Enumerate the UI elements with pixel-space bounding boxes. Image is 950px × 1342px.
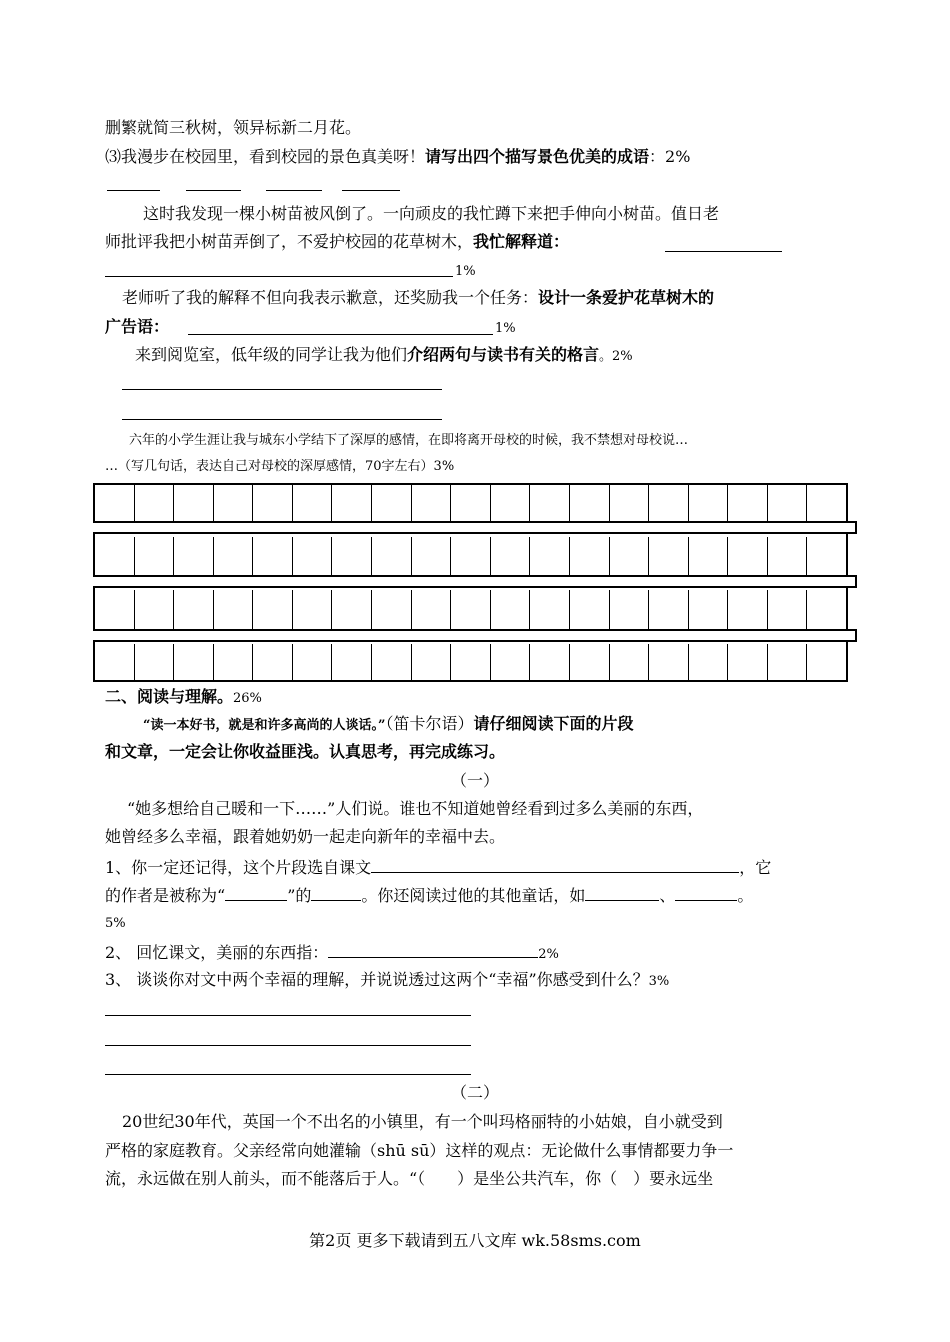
passage2-line2: 严格的家庭教育。父亲经常向她灌输（shū sū）这样的观点：无论做什么事情都要力争一 xyxy=(105,1141,734,1160)
grid-cell[interactable] xyxy=(728,485,768,523)
intro-line-1 xyxy=(143,714,634,736)
grid-cell[interactable] xyxy=(530,644,570,682)
score: 1% xyxy=(495,321,516,336)
grid-cell[interactable] xyxy=(451,590,491,630)
grid-cell[interactable] xyxy=(689,485,729,523)
grid-cell[interactable] xyxy=(293,485,333,523)
grid-cell[interactable] xyxy=(293,644,333,682)
grid-cell[interactable] xyxy=(135,485,175,523)
grid-cell[interactable] xyxy=(570,537,610,575)
text: 老师听了我的解释不但向我表示歉意，还奖励我一个任务： xyxy=(122,288,539,307)
answer-blank[interactable] xyxy=(122,389,442,390)
grid-cell[interactable] xyxy=(807,590,846,630)
bold-text: 设计一条爱护花草树木的 xyxy=(538,288,715,307)
grid-cell[interactable] xyxy=(332,485,372,523)
grid-cell[interactable] xyxy=(570,644,610,682)
paragraph-tree-2 xyxy=(105,232,569,252)
text: 。你还阅读过他的其他童话，如 xyxy=(361,886,586,905)
grid-cell[interactable] xyxy=(372,590,412,630)
title: 二、阅读与理解。 xyxy=(105,687,234,706)
answer-blank[interactable] xyxy=(105,1074,471,1075)
section-title xyxy=(105,687,262,709)
text: 、 xyxy=(659,886,676,905)
text: 的作者是被称为“ xyxy=(105,886,226,905)
grid-cell[interactable] xyxy=(95,537,135,575)
grid-cell[interactable] xyxy=(293,590,333,630)
grid-cell[interactable] xyxy=(451,644,491,682)
grid-cell[interactable] xyxy=(649,644,689,682)
grid-cell[interactable] xyxy=(728,537,768,575)
grid-cell[interactable] xyxy=(95,485,135,523)
grid-cell[interactable] xyxy=(135,537,175,575)
paragraph-school-1: 六年的小学生涯让我与城东小学结下了深厚的感情，在即将离开母校的时候，我不禁想对母校说… xyxy=(129,433,689,448)
grid-cell[interactable] xyxy=(412,537,452,575)
score: 26% xyxy=(233,691,262,706)
answer-blank[interactable] xyxy=(585,884,659,901)
grid-cell[interactable] xyxy=(253,644,293,682)
paragraph-reading xyxy=(135,345,633,367)
grid-cell[interactable] xyxy=(95,644,135,682)
grid-cell[interactable] xyxy=(530,485,570,523)
passage1-line1: “她多想给自己暖和一下……”人们说。谁也不知道她曾经看到过多么美丽的东西， xyxy=(127,799,704,818)
passage2-line1: 20世纪30年代，英国一个不出名的小镇里，有一个叫玛格丽特的小姑娘，自小就受到 xyxy=(122,1112,723,1131)
grid-cell[interactable] xyxy=(253,590,293,630)
grid-cell[interactable] xyxy=(728,590,768,630)
question-1-cont xyxy=(105,884,753,906)
grid-cell[interactable] xyxy=(214,590,254,630)
grid-cell[interactable] xyxy=(253,537,293,575)
grid-cell[interactable] xyxy=(372,485,412,523)
grid-cell[interactable] xyxy=(570,590,610,630)
grid-cell[interactable] xyxy=(174,644,214,682)
grid-cell[interactable] xyxy=(807,644,846,682)
grid-cell[interactable] xyxy=(610,644,650,682)
grid-cell[interactable] xyxy=(610,590,650,630)
grid-cell[interactable] xyxy=(135,590,175,630)
ad-label: 广告语： xyxy=(105,317,170,336)
answer-blank[interactable] xyxy=(675,884,737,901)
grid-cell[interactable] xyxy=(649,590,689,630)
answer-blank[interactable] xyxy=(105,1045,471,1046)
passage2-line3: 流，永远做在别人前头，而不能落后于人。“（ ）是坐公共汽车，你（ ）要永远坐 xyxy=(105,1169,714,1188)
grid-cell[interactable] xyxy=(649,537,689,575)
grid-cell[interactable] xyxy=(332,590,372,630)
grid-cell[interactable] xyxy=(689,537,729,575)
text: 1、你一定还记得，这个片段选自课文 xyxy=(105,858,372,877)
answer-blank[interactable] xyxy=(188,334,493,335)
passage1-line2: 她曾经多么幸福，跟着她奶奶一起走向新年的幸福中去。 xyxy=(105,827,506,846)
grid-cell[interactable] xyxy=(174,537,214,575)
answer-blank[interactable] xyxy=(311,884,361,901)
question-3 xyxy=(105,970,669,992)
section-heading-1: （一） xyxy=(450,771,499,790)
grid-cell[interactable] xyxy=(372,537,412,575)
answer-blank[interactable] xyxy=(225,884,287,901)
grid-cell[interactable] xyxy=(332,644,372,682)
score: 1% xyxy=(455,264,476,279)
paragraph-tree-1: 这时我发现一棵小树苗被风倒了。一向顽皮的我忙蹲下来把手伸向小树苗。值日老 xyxy=(143,204,720,223)
q-text: ⑶我漫步在校园里，看到校园的景色真美呀！ xyxy=(105,147,426,166)
grid-cell[interactable] xyxy=(728,644,768,682)
grid-cell[interactable] xyxy=(174,485,214,523)
question-2 xyxy=(105,941,559,965)
grid-row-gap xyxy=(93,521,857,534)
grid-cell[interactable] xyxy=(451,485,491,523)
answer-blank[interactable] xyxy=(371,856,739,873)
question-idioms xyxy=(105,147,690,167)
quote: “读一本好书，就是和许多高尚的人谈话。” xyxy=(143,718,386,733)
grid-cell[interactable] xyxy=(768,644,808,682)
grid-cell[interactable] xyxy=(570,485,610,523)
grid-cell[interactable] xyxy=(491,590,531,630)
grid-cell[interactable] xyxy=(174,590,214,630)
text: 3、 谈谈你对文中两个幸福的理解，并说说透过这两个“幸福”你感受到什么？ xyxy=(105,970,649,989)
grid-cell[interactable] xyxy=(491,644,531,682)
grid-cell[interactable] xyxy=(768,537,808,575)
bold-text: 请仔细阅读下面的片段 xyxy=(473,714,634,733)
grid-cell[interactable] xyxy=(253,485,293,523)
text: ，它 xyxy=(739,858,772,877)
score: 。2% xyxy=(599,349,633,364)
grid-cell[interactable] xyxy=(610,537,650,575)
bold-text: 介绍两句与读书有关的格言 xyxy=(407,345,600,364)
score: 5% xyxy=(105,916,126,931)
grid-cell[interactable] xyxy=(689,644,729,682)
text: 来到阅览室，低年级的同学让我为他们 xyxy=(135,345,408,364)
quote-source: （笛卡尔语） xyxy=(385,714,474,733)
grid-row-gap xyxy=(93,575,857,588)
grid-cell[interactable] xyxy=(293,537,333,575)
grid-cell[interactable] xyxy=(530,590,570,630)
grid-cell[interactable] xyxy=(689,590,729,630)
answer-blank[interactable] xyxy=(266,190,322,191)
answer-blank[interactable] xyxy=(107,190,160,191)
grid-row-gap xyxy=(93,629,857,642)
grid-cell[interactable] xyxy=(332,537,372,575)
grid-cell[interactable] xyxy=(768,485,808,523)
grid-cell[interactable] xyxy=(372,644,412,682)
score: 2% xyxy=(538,947,559,962)
score: 3% xyxy=(648,974,670,989)
grid-cell[interactable] xyxy=(491,485,531,523)
intro-line-2: 和文章，一定会让你收益匪浅。认真思考，再完成练习。 xyxy=(105,742,506,761)
grid-cell[interactable] xyxy=(214,644,254,682)
paragraph-ad xyxy=(122,288,714,308)
q-bold: 请写出四个描写景色优美的成语 xyxy=(425,147,650,166)
grid-cell[interactable] xyxy=(412,485,452,523)
grid-cell[interactable] xyxy=(214,485,254,523)
grid-cell[interactable] xyxy=(768,590,808,630)
grid-cell[interactable] xyxy=(807,537,846,575)
page-footer: 第2页 更多下载请到五八文库 wk.58sms.com xyxy=(309,1231,641,1250)
answer-blank[interactable] xyxy=(328,941,538,958)
q-score: ：2% xyxy=(649,147,691,166)
grid-cell[interactable] xyxy=(412,590,452,630)
answer-blank[interactable] xyxy=(105,276,453,277)
answer-blank[interactable] xyxy=(186,190,241,191)
text: 2、 回忆课文，美丽的东西指： xyxy=(105,943,329,962)
answer-blank[interactable] xyxy=(665,251,782,252)
text: 师批评我把小树苗弄倒了，不爱护校园的花草树木， xyxy=(105,232,474,251)
grid-cell[interactable] xyxy=(95,590,135,630)
section-heading-2: （二） xyxy=(450,1083,499,1102)
grid-cell[interactable] xyxy=(451,537,491,575)
grid-cell[interactable] xyxy=(412,644,452,682)
answer-blank[interactable] xyxy=(105,1015,471,1016)
text: 。 xyxy=(737,886,754,905)
grid-cell[interactable] xyxy=(530,537,570,575)
question-1 xyxy=(105,856,771,878)
grid-cell[interactable] xyxy=(807,485,846,523)
grid-cell[interactable] xyxy=(491,537,531,575)
grid-cell[interactable] xyxy=(135,644,175,682)
grid-cell[interactable] xyxy=(214,537,254,575)
grid-cell[interactable] xyxy=(610,485,650,523)
poem-line: 删繁就简三秋树，领异标新二月花。 xyxy=(105,118,362,137)
bold-text: 我忙解释道： xyxy=(473,232,570,251)
paragraph-school-2: …（写几句话，表达自己对母校的深厚感情，70字左右）3% xyxy=(105,459,455,474)
answer-blank[interactable] xyxy=(122,419,442,420)
grid-cell[interactable] xyxy=(649,485,689,523)
answer-blank[interactable] xyxy=(342,190,400,191)
text: ”的 xyxy=(287,886,312,905)
